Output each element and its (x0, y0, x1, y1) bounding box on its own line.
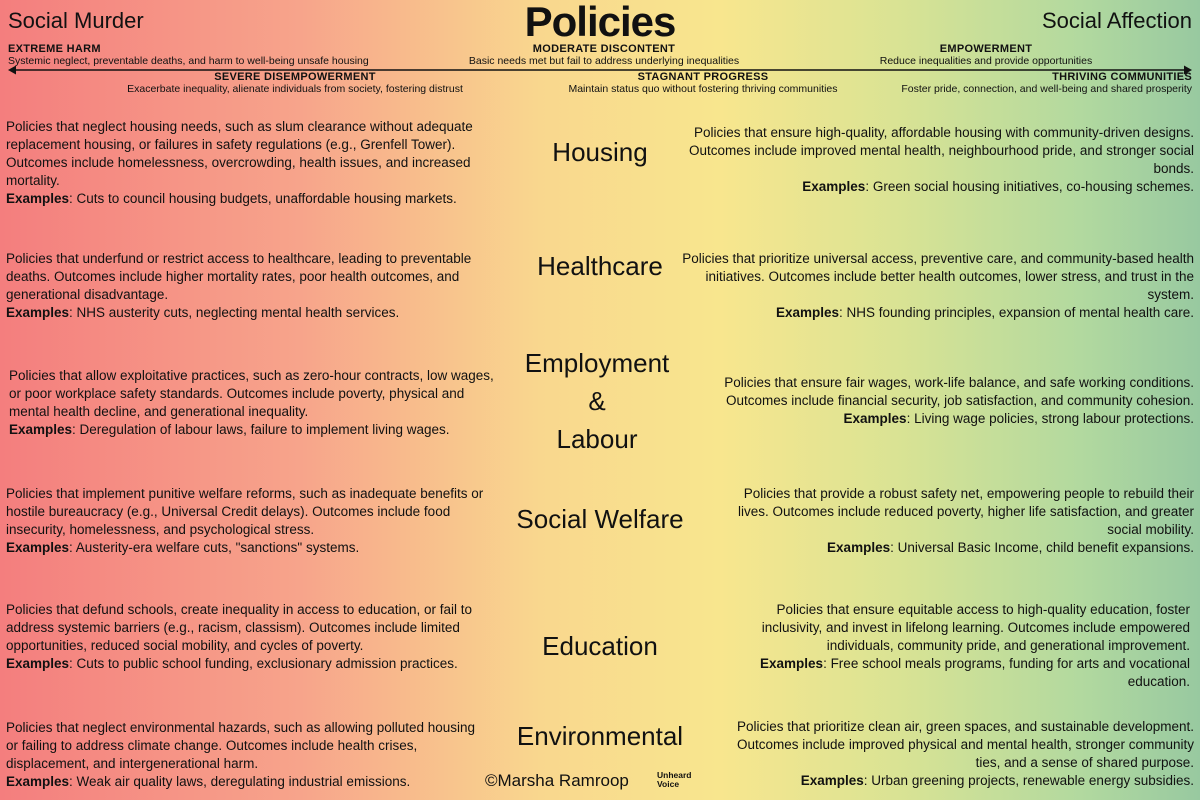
category-social-welfare: Social Welfare (516, 504, 684, 534)
harm-description: Policies that neglect environmental hazards, such as allowing polluted housing or failing to address climate change. Outcomes include health crises, displacement, and intergenerational harm. (6, 720, 476, 771)
scale-thriving-communities (792, 71, 1192, 95)
welfare-good-text (716, 485, 1194, 557)
category-employment-labour (512, 344, 682, 458)
examples-label: Examples (760, 656, 824, 671)
good-description: Policies that prioritize clean air, green spaces, and sustainable development. Outcomes include improved physical and mental health, stronger community ties, and a sense of shared purpose. (736, 719, 1194, 770)
copyright-credit: ©Marsha Ramroop (485, 771, 629, 790)
examples-label: Examples (6, 656, 70, 671)
good-examples: : Universal Basic Income, child benefit expansions. (890, 540, 1194, 555)
education-good-text (720, 601, 1190, 691)
scale-desc: Foster pride, connection, and well-being and shared prosperity (901, 83, 1192, 95)
harm-examples: : Deregulation of labour laws, failure to implement living wages. (72, 422, 450, 437)
scale-title: THRIVING COMMUNITIES (1052, 71, 1192, 83)
category-housing: Housing (552, 137, 648, 167)
category-environmental: Environmental (516, 721, 684, 751)
harm-description: Policies that underfund or restrict access to healthcare, leading to preventable deaths. Outcomes include higher mortality rates, poor health outcomes, and generational disadvantage. (6, 251, 472, 302)
category-healthcare: Healthcare (537, 251, 663, 281)
harm-examples: : NHS austerity cuts, neglecting mental health services. (69, 305, 400, 320)
harm-description: Policies that allow exploitative practices, such as zero-hour contracts, low wages, or poor workplace safety standards. Outcomes include poverty, physical and mental health decline, and generational inequality. (9, 368, 494, 419)
scale-desc: Basic needs met but fail to address underlying inequalities (468, 55, 740, 67)
category-line: & (588, 386, 606, 416)
good-examples: : Living wage policies, strong labour protections. (906, 411, 1194, 426)
examples-label: Examples (800, 773, 864, 788)
examples-label: Examples (843, 411, 907, 426)
harm-examples: : Cuts to council housing budgets, unaffordable housing markets. (69, 191, 457, 206)
harm-examples: : Austerity-era welfare cuts, "sanctions" systems. (69, 540, 360, 555)
environmental-harm-text (6, 719, 476, 791)
harm-examples: : Cuts to public school funding, exclusionary admission practices. (69, 656, 458, 671)
harm-description: Policies that defund schools, create inequality in access to education, or fail to address systemic barriers (e.g., racism, classism). Outcomes include limited opportunities, reduced social mobility, and cycles of poverty. (6, 602, 473, 653)
examples-label: Examples (775, 305, 840, 320)
page-title: Policies (524, 0, 676, 45)
housing-harm-text (6, 118, 514, 208)
examples-label: Examples (6, 191, 70, 206)
examples-label: Examples (6, 540, 70, 555)
category-line: Labour (556, 424, 638, 454)
scale-desc: Exacerbate inequality, alienate individuals from society, fostering distrust (127, 83, 463, 95)
good-description: Policies that ensure equitable access to high-quality education, foster inclusivity, and invest in lifelong learning. Outcomes include empowered individuals, community pride, and generational improvement. (761, 602, 1190, 653)
category-line: Employment (524, 348, 670, 378)
scale-title: EXTREME HARM (8, 43, 101, 55)
welfare-harm-text (6, 485, 486, 557)
good-examples: : Urban greening projects, renewable energy subsidies. (863, 773, 1194, 788)
good-examples: : Green social housing initiatives, co-housing schemes. (865, 179, 1194, 194)
scale-desc: Maintain status quo without fostering thriving communities (568, 83, 838, 95)
environmental-good-text (724, 718, 1194, 790)
scale-severe-disempowerment (100, 71, 490, 95)
good-description: Policies that prioritize universal access, preventive care, and community-based health initiatives. Outcomes include better health outcomes, lower stress, and trust in the system. (682, 251, 1194, 302)
scale-title: EMPOWERMENT (939, 43, 1033, 55)
examples-label: Examples (6, 305, 70, 320)
left-pole-label: Social Murder (8, 8, 144, 33)
employment-good-text (682, 374, 1194, 428)
scale-desc: Systemic neglect, preventable deaths, and harm to well-being unsafe housing (8, 55, 369, 67)
scale-desc: Reduce inequalities and provide opportunities (879, 55, 1093, 67)
examples-label: Examples (827, 540, 891, 555)
scale-title: MODERATE DISCONTENT (532, 43, 676, 55)
examples-label: Examples (9, 422, 73, 437)
healthcare-harm-text (6, 250, 518, 322)
housing-good-text (674, 124, 1194, 196)
category-education: Education (542, 631, 658, 661)
employment-harm-text (9, 367, 499, 439)
harm-examples: : Weak air quality laws, deregulating industrial emissions. (69, 774, 411, 789)
right-pole-label: Social Affection (1041, 8, 1192, 33)
examples-label: Examples (802, 179, 866, 194)
good-description: Policies that ensure fair wages, work-life balance, and safe working conditions. Outcomes include financial security, job satisfaction, and community cohesion. (724, 375, 1194, 408)
unheard-voice-logo: Unheard Voice (657, 770, 692, 789)
examples-label: Examples (6, 774, 70, 789)
education-harm-text (6, 601, 514, 673)
healthcare-good-text (682, 250, 1194, 322)
good-description: Policies that provide a robust safety net, empowering people to rebuild their lives. Outcomes include reduced poverty, higher life satisfaction, and greater social mobility. (738, 486, 1194, 537)
good-examples: : NHS founding principles, expansion of mental health care. (839, 305, 1194, 320)
good-description: Policies that ensure high-quality, affordable housing with community-driven designs. Outcomes include improved mental health, neighbourhood pride, and stronger social bonds. (688, 125, 1194, 176)
scale-title: SEVERE DISEMPOWERMENT (214, 71, 376, 83)
good-examples: : Free school meals programs, funding for arts and vocational education. (823, 656, 1190, 689)
harm-description: Policies that implement punitive welfare reforms, such as inadequate benefits or hostile bureaucracy (e.g., Universal Credit delays). Outcomes include food insecurity, homelessness, and psychological stress. (6, 486, 484, 537)
scale-title: STAGNANT PROGRESS (637, 71, 769, 83)
harm-description: Policies that neglect housing needs, such as slum clearance without adequate replacement housing, or failures in safety regulations (e.g., Grenfell Tower). Outcomes include homelessness, overcrowding, health issues, and increased mortality. (6, 119, 473, 188)
